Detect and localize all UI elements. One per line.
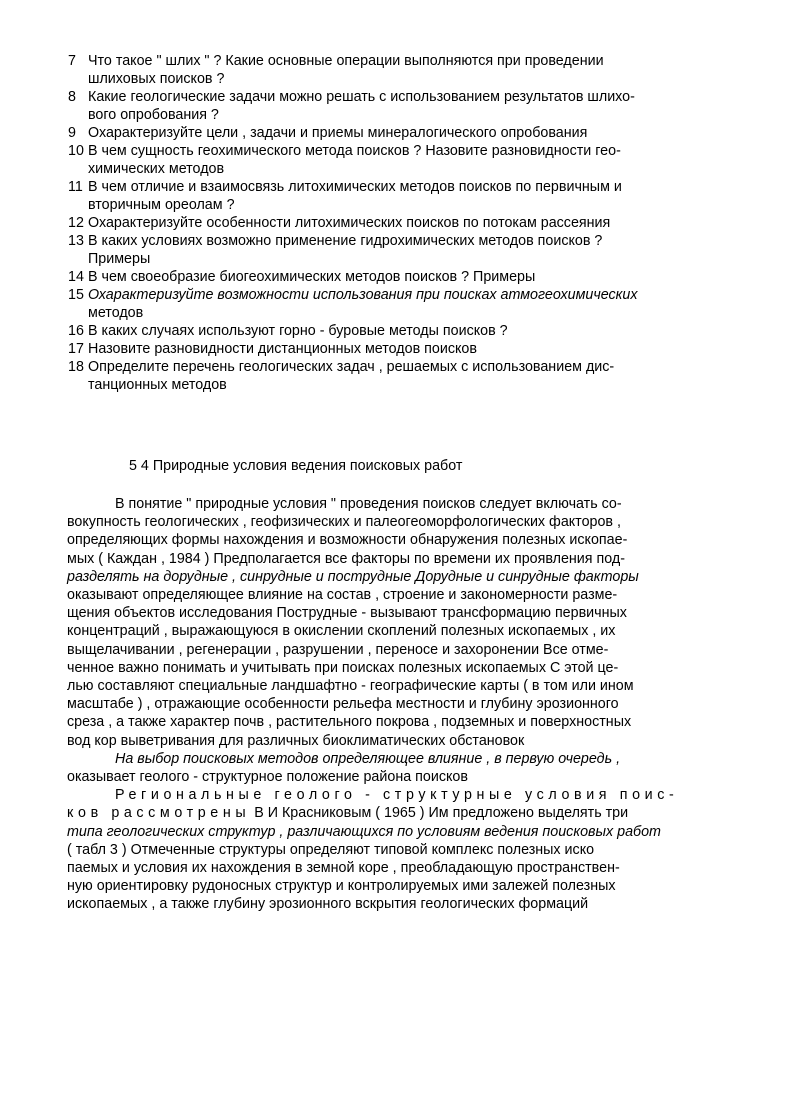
text-line: Примеры <box>88 251 151 267</box>
text-line: определяющих формы нахождения и возможности обнаружения полезных ископае- <box>67 532 628 549</box>
text-line: Что такое " шлих " ? Какие основные операции выполняются при проведении <box>88 53 604 69</box>
list-item <box>68 340 728 358</box>
text-line: паемых и условия их нахождения в земной коре , преобладающую пространствен- <box>67 860 620 877</box>
question-list <box>68 52 728 394</box>
text-line: В понятие " природные условия " проведения поисков следует включать со- <box>115 496 622 512</box>
question-number: 17 <box>68 341 84 357</box>
question-number: 18 <box>68 359 84 375</box>
question-text <box>88 322 728 340</box>
question-number: 15 <box>68 287 84 303</box>
list-item <box>68 322 728 340</box>
text-line: ( табл 3 ) Отмеченные структуры определяют типовой комплекс полезных иско <box>67 841 595 858</box>
text-line: химических методов <box>88 161 225 177</box>
text-line: лью составляют специальные ландшафтно - географические карты ( в том или ином <box>67 678 634 695</box>
question-number: 14 <box>68 269 84 285</box>
text-line: ную ориентировку рудоносных структур и контролируемых ими залежей полезных <box>67 878 616 895</box>
question-number: 12 <box>68 215 84 231</box>
text-line: среза , а также характер почв , растительного покрова , подземных и поверхностных <box>67 714 632 731</box>
question-number: 7 <box>68 53 76 69</box>
question-text <box>88 268 728 286</box>
text-line: В чем своеобразие биогеохимических методов поисков ? Примеры <box>88 269 536 285</box>
text-line: щения объектов исследования Пострудные - вызывают трансформацию первичных <box>67 605 627 622</box>
text-line: вокупность геологических , геофизических и палеогеоморфологических факторов , <box>67 514 621 531</box>
text-line <box>67 804 719 822</box>
list-item <box>68 358 728 394</box>
text-line: вторичным ореолам ? <box>88 197 235 213</box>
question-number: 11 <box>68 179 83 195</box>
text-line: ископаемых , а также глубину эрозионного вскрытия геологических формаций <box>67 896 589 913</box>
text-line: Какие геологические задачи можно решать с использованием результатов шлихо- <box>88 89 635 105</box>
text-line: ченное важно понимать и учитывать при поисках полезных ископаемых С этой це- <box>67 659 619 676</box>
text-line: шлиховых поисков ? <box>88 71 225 87</box>
question-number: 10 <box>68 143 84 159</box>
list-item <box>68 214 728 232</box>
text-line: оказывают определяющее влияние на состав , строение и закономерности разме- <box>67 587 618 604</box>
text-line: вого опробования ? <box>88 107 219 123</box>
text-line: оказывает геолого - структурное положение района поисков <box>67 769 468 786</box>
text-line: Охарактеризуйте возможности использования при поисках атмогеохимических <box>88 287 638 303</box>
text-line: Охарактеризуйте особенности литохимических поисков по потокам рассеяния <box>88 215 611 231</box>
question-text <box>88 214 728 232</box>
text-line: мых ( Каждан , 1984 ) Предполагается все факторы по времени их проявления под- <box>67 550 625 567</box>
text-line: концентраций , выражающуюся в окислении скоплений полезных ископаемых , их <box>67 623 616 640</box>
text-line: В чем сущность геохимического метода поисков ? Назовите разновидности гео- <box>88 143 621 159</box>
list-item <box>68 286 728 322</box>
question-text <box>88 358 728 394</box>
text-line: В каких условиях возможно применение гидрохимических методов поисков ? <box>88 233 603 249</box>
list-item <box>68 52 728 88</box>
list-item <box>68 268 728 286</box>
question-text <box>88 232 728 268</box>
text-line: танционных методов <box>88 377 227 393</box>
section-title: 5 4 Природные условия ведения поисковых работ <box>129 458 463 474</box>
text-line: Охарактеризуйте цели , задачи и приемы минералогического опробования <box>88 125 588 141</box>
list-item <box>68 232 728 268</box>
question-number: 8 <box>68 89 76 105</box>
text-line: На выбор поисковых методов определяющее влияние , в первую очередь , <box>115 750 621 767</box>
question-number: 13 <box>68 233 84 249</box>
text-line: Региональные геолого - структурные условия поис- <box>115 787 679 804</box>
text-line: вод кор выветривания для различных биоклиматических обстановок <box>67 732 525 749</box>
spaced-text: ков рассмотрены <box>67 805 251 822</box>
body-text <box>67 495 719 914</box>
text-line: типа геологических структур , различающихся по условиям ведения поисковых работ <box>67 823 661 840</box>
text-line: выщелачивании , регенерации , разрушении , переносе и захоронении Все отме- <box>67 641 609 658</box>
list-item <box>68 142 728 178</box>
text-fragment: В И Красниковым ( 1965 ) Им предложено выделять три <box>254 805 629 822</box>
text-line: масштабе ) , отражающие особенности рельефа местности и глубину эрозионного <box>67 696 619 713</box>
text-line: В каких случаях используют горно - буровые методы поисков ? <box>88 323 508 339</box>
question-text <box>88 124 728 142</box>
list-item <box>68 178 728 214</box>
list-item <box>68 124 728 142</box>
question-text <box>88 340 728 358</box>
list-item <box>68 88 728 124</box>
text-line: В чем отличие и взаимосвязь литохимических методов поисков по первичным и <box>88 179 622 195</box>
question-number: 16 <box>68 323 84 339</box>
text-line: Определите перечень геологических задач , решаемых с использованием дис- <box>88 359 615 375</box>
question-text <box>88 52 728 88</box>
question-text <box>88 286 728 322</box>
text-line: Назовите разновидности дистанционных методов поисков <box>88 341 477 357</box>
text-line: разделять на дорудные , синрудные и пострудные Дорудные и синрудные факторы <box>67 568 639 585</box>
question-text <box>88 88 728 124</box>
question-text <box>88 178 728 214</box>
text-line: методов <box>88 305 144 321</box>
question-text <box>88 142 728 178</box>
question-number: 9 <box>68 125 76 141</box>
